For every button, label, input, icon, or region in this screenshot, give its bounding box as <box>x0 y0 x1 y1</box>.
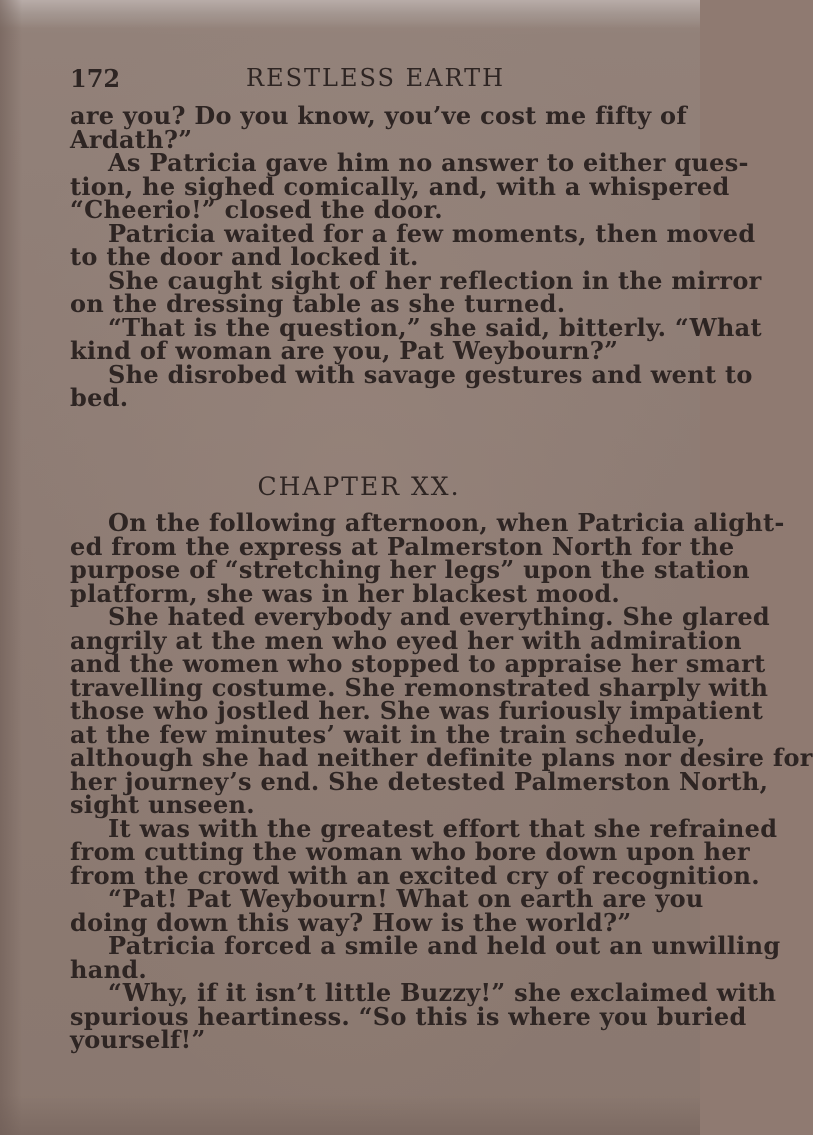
text-line: kind of woman are you, Pat Weybourn?” <box>70 336 619 365</box>
text-line: She hated everybody and everything. She glared <box>108 602 770 631</box>
text-line: to the door and locked it. <box>70 242 419 271</box>
text-line: travelling costume. She remonstrated sharply with <box>70 672 769 702</box>
text-line: at the few minutes’ wait in the train schedule, <box>70 719 706 749</box>
text-line: spurious heartiness. “So this is where you buried <box>70 1001 747 1031</box>
text-line: are you? Do you know, you’ve cost me fifty of <box>70 101 687 130</box>
text-line: Patricia waited for a few moments, then moved <box>108 218 756 248</box>
text-line: from the crowd with an excited cry of recognition. <box>70 860 760 890</box>
text-line: “That is the question,” she said, bitterly. “What <box>108 312 762 342</box>
page-left-edge <box>0 0 22 1135</box>
text-line: those who jostled her. She was furiously impatient <box>70 696 764 725</box>
text-line: although she had neither definite plans nor desire for <box>70 743 813 772</box>
text-line: hand. <box>70 954 148 984</box>
text-line: ed from the express at Palmerston North for the <box>70 531 735 561</box>
text-line: Ardath?” <box>70 124 193 154</box>
text-line: “Pat! Pat Weybourn! What on earth are you <box>108 884 704 913</box>
text-line: “Why, if it isn’t little Buzzy!” she exclaimed with <box>108 978 777 1007</box>
text-line: her journey’s end. She detested Palmerston North, <box>70 766 769 796</box>
text-line: platform, she was in her blackest mood. <box>70 578 621 608</box>
text-line: “Cheerio!” closed the door. <box>70 195 443 224</box>
text-line: As Patricia gave him no answer to either ques- <box>108 148 749 177</box>
running-head: RESTLESS EARTH <box>246 64 506 92</box>
text-block-before-chapter <box>70 101 762 412</box>
page-number: 172 <box>70 64 121 93</box>
text-line: purpose of “stretching her legs” upon the station <box>70 555 750 584</box>
text-line: She disrobed with savage gestures and went to <box>108 359 753 389</box>
page-header <box>70 64 648 96</box>
text-line: on the dressing table as she turned. <box>70 289 566 318</box>
text-line: from cutting the woman who bore down upon her <box>70 837 750 866</box>
text-line: It was with the greatest effort that she refrained <box>108 813 778 843</box>
text-line: On the following afternoon, when Patricia alight- <box>108 508 785 537</box>
text-line: bed. <box>70 383 129 412</box>
page-bottom-edge <box>0 1095 700 1135</box>
text-block-chapter-body <box>70 508 813 1054</box>
text-line: tion, he sighed comically, and, with a whispered <box>70 171 730 201</box>
text-line: Patricia forced a smile and held out an unwilling <box>108 931 781 960</box>
text-line: doing down this way? How is the world?” <box>70 907 632 937</box>
chapter-title: CHAPTER XX. <box>257 472 461 501</box>
text-line: yourself!” <box>70 1025 206 1054</box>
text-line: and the women who stopped to appraise her smart <box>70 649 766 678</box>
page-top-edge <box>0 0 700 28</box>
text-line: She caught sight of her reflection in the mirror <box>108 265 762 295</box>
text-line: angrily at the men who eyed her with admiration <box>70 625 742 655</box>
text-line: sight unseen. <box>70 790 255 819</box>
